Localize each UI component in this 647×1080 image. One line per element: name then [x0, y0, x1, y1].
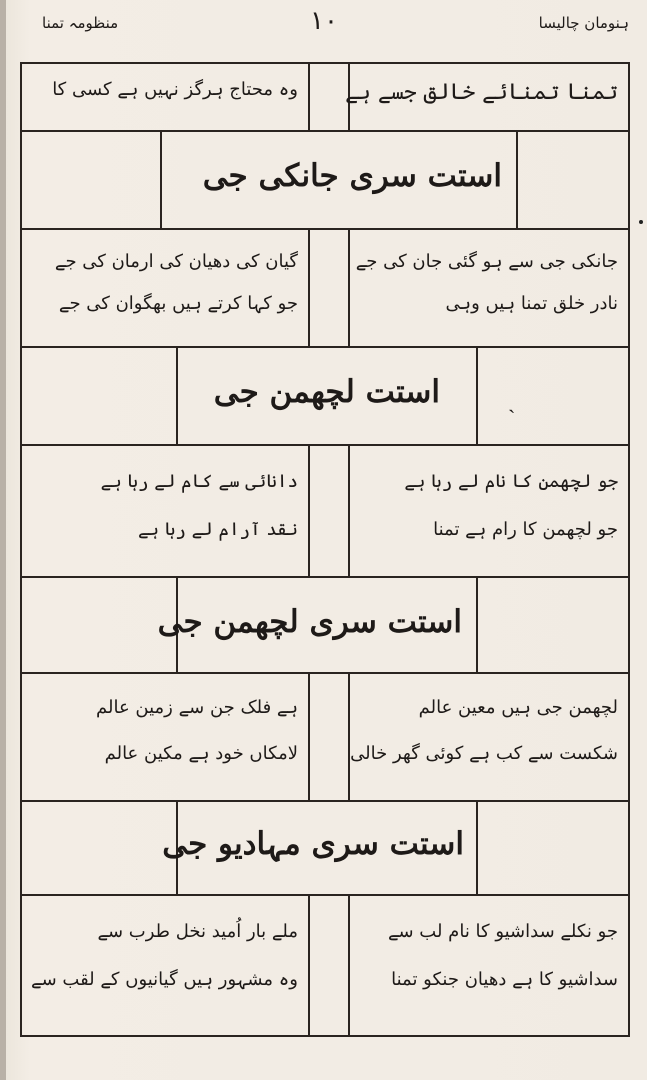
column-divider	[308, 674, 310, 800]
couplet-row-2	[20, 230, 630, 348]
section-title-row-3	[20, 578, 630, 674]
column-divider	[476, 348, 478, 444]
verse-line: جانکی جی سے ہو گئی جان کی جے	[355, 251, 618, 272]
section-title: استت لچھمن جی	[213, 374, 440, 410]
running-header-title: ہنومان چالیسا	[538, 14, 629, 32]
running-header-book: منظومہ تمنا	[42, 14, 119, 32]
column-divider	[308, 62, 310, 130]
column-divider	[348, 446, 350, 576]
verse-line: نقد آرام لے رہا ہے	[138, 519, 298, 540]
verse-line: لچھمن جی ہیں معین عالم	[418, 697, 618, 718]
verse-line: وہ مشہور ہیں گیانیوں کے لقب سے	[31, 969, 298, 990]
section-title: استت سری لچھمن جی	[157, 604, 462, 640]
verse-line: جو نکلے سداشیو کا نام لب سے	[387, 921, 618, 942]
ink-mark: ˏ	[508, 389, 516, 414]
ink-dot	[639, 220, 643, 224]
column-divider	[348, 896, 350, 1037]
verse-line: شکست سے کب ہے کوئی گھر خالی	[350, 743, 618, 764]
section-title-row-4	[20, 802, 630, 896]
column-divider	[516, 132, 518, 228]
verse-line: دانائی سے کام لے رہا ہے	[100, 471, 298, 492]
verse-line: جو کہا کرتے ہیں بھگوان کی جے	[58, 293, 298, 314]
verse-line: سداشیو کا ہے دھیان جنکو تمنا	[391, 969, 618, 990]
verse-line: نادر خلق تمنا ہیں وہی	[445, 293, 618, 314]
couplet-row-3	[20, 446, 630, 578]
verse-line: وہ محتاج ہرگز نہیں ہے کسی کا	[52, 79, 298, 100]
section-title-row-1	[20, 132, 630, 230]
verse-line: ہے فلک جن سے زمین عالم	[96, 697, 298, 718]
section-title: استت سری جانکی جی	[202, 158, 502, 194]
verse-line: جو لچھمن کا رام ہے تمنا	[433, 519, 618, 540]
column-divider	[176, 348, 178, 444]
column-divider	[348, 230, 350, 346]
column-divider	[308, 446, 310, 576]
verse-line: گیان کی دھیان کی ارمان کی جے	[54, 251, 298, 272]
couplet-row-1	[20, 62, 630, 132]
couplet-row-4	[20, 674, 630, 802]
column-divider	[308, 230, 310, 346]
page-spine	[0, 0, 6, 1080]
page-number: ۱۰	[310, 6, 338, 36]
section-title: استت سری مہادیو جی	[162, 826, 464, 862]
verse-line: تمنا تمنائے خالق جسے ہے	[345, 80, 618, 105]
column-divider	[160, 132, 162, 228]
column-divider	[476, 802, 478, 894]
verse-line: جو لچھمن کا نام لے رہا ہے	[404, 471, 618, 492]
verse-line: لامکاں خود ہے مکین عالم	[104, 743, 298, 764]
column-divider	[308, 896, 310, 1037]
verse-line: ملے بار اُمید نخل طرب سے	[97, 921, 298, 942]
column-divider	[476, 578, 478, 672]
couplet-row-5	[20, 896, 630, 1037]
column-divider	[348, 674, 350, 800]
section-title-row-2	[20, 348, 630, 446]
